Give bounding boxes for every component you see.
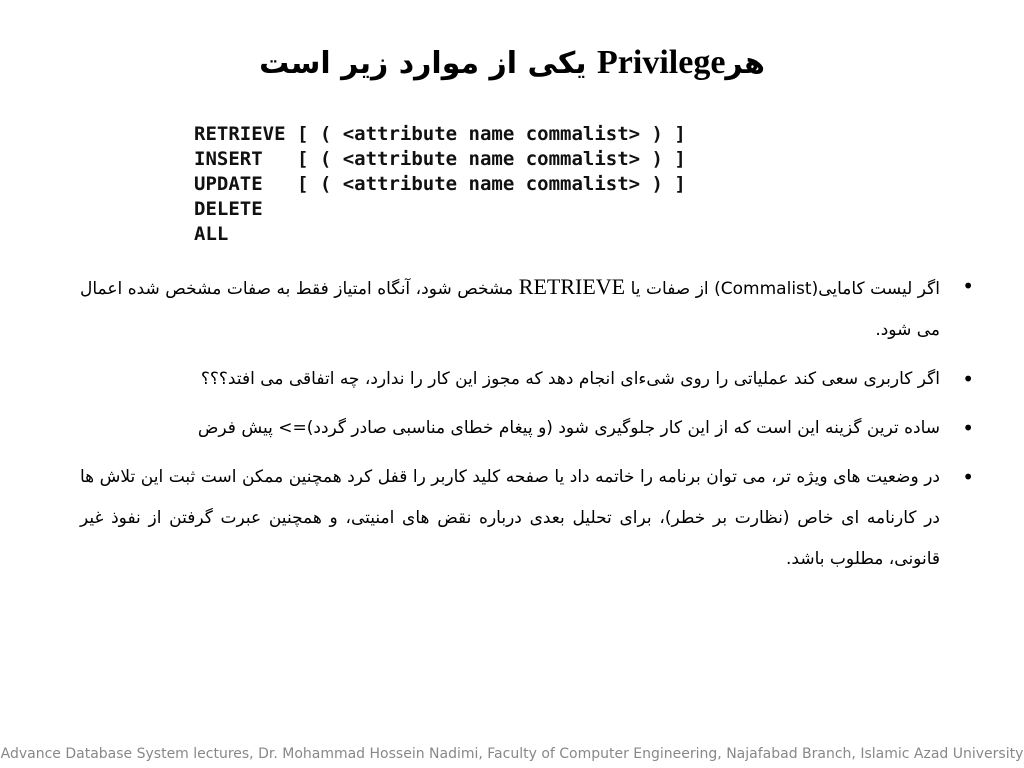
slide-title [0, 38, 1024, 89]
bullet-marker: • [962, 416, 974, 440]
bullet-item-default [80, 408, 980, 449]
code-line-all: ALL [194, 223, 229, 245]
privilege-syntax-block [194, 122, 686, 247]
bullet-marker: • [962, 465, 974, 489]
bullet-text: ساده ترین گزینه این است که از این کار جلوگیری شود (و پیغام خطای مناسبی صادر گردد)=> پیش فرض [197, 418, 940, 438]
code-line-insert: INSERT [ ( <attribute name commalist> ) ] [194, 148, 686, 170]
bullet-text-retrieve: RETRIEVE [518, 274, 626, 299]
code-line-delete: DELETE [194, 198, 263, 220]
bullet-text-part-2: مشخص شود، آنگاه امتیاز فقط به صفات مشخص شده اعمال می شود. [80, 279, 940, 340]
bullet-text-part-1: اگر لیست کامایی(Commalist) از صفات یا [625, 279, 941, 299]
bullet-marker: • [962, 274, 974, 298]
code-line-retrieve: RETRIEVE [ ( <attribute name commalist> ) ] [194, 123, 686, 145]
bullet-list [80, 266, 980, 588]
title-part-persian-2: یکی از موارد زیر است [259, 46, 598, 81]
code-line-update: UPDATE [ ( <attribute name commalist> ) ] [194, 173, 686, 195]
bullet-item-commalist [80, 266, 980, 351]
title-part-persian-1: هر [725, 46, 765, 81]
bullet-item-unauthorized [80, 359, 980, 400]
slide-footer: Advance Database System lectures, Dr. Mohammad Hossein Nadimi, Faculty of Computer Engineering, Najafabad Branch, Islamic Azad University [0, 746, 1024, 762]
bullet-text: در وضعیت های ویژه تر، می توان برنامه را خاتمه داد یا صفحه کلید کاربر را قفل کرد همچنین ممکن است ثبت این تلاش ها در کارنامه ای خاص (نظارت بر خطر)، برای تحلیل بعدی درباره نقض های امنیتی، و همچنین عبرت گرفتن از نفوذ غیر قانونی، مطلوب باشد. [80, 467, 940, 569]
title-part-latin: Privilege [597, 44, 726, 81]
bullet-item-special-cases [80, 457, 980, 580]
bullet-text [80, 274, 941, 340]
bullet-text: اگر کاربری سعی کند عملیاتی را روی شیءای انجام دهد که مجوز این کار را ندارد، چه اتفاقی می افتد؟؟؟ [200, 369, 940, 389]
bullet-marker: • [962, 367, 974, 391]
